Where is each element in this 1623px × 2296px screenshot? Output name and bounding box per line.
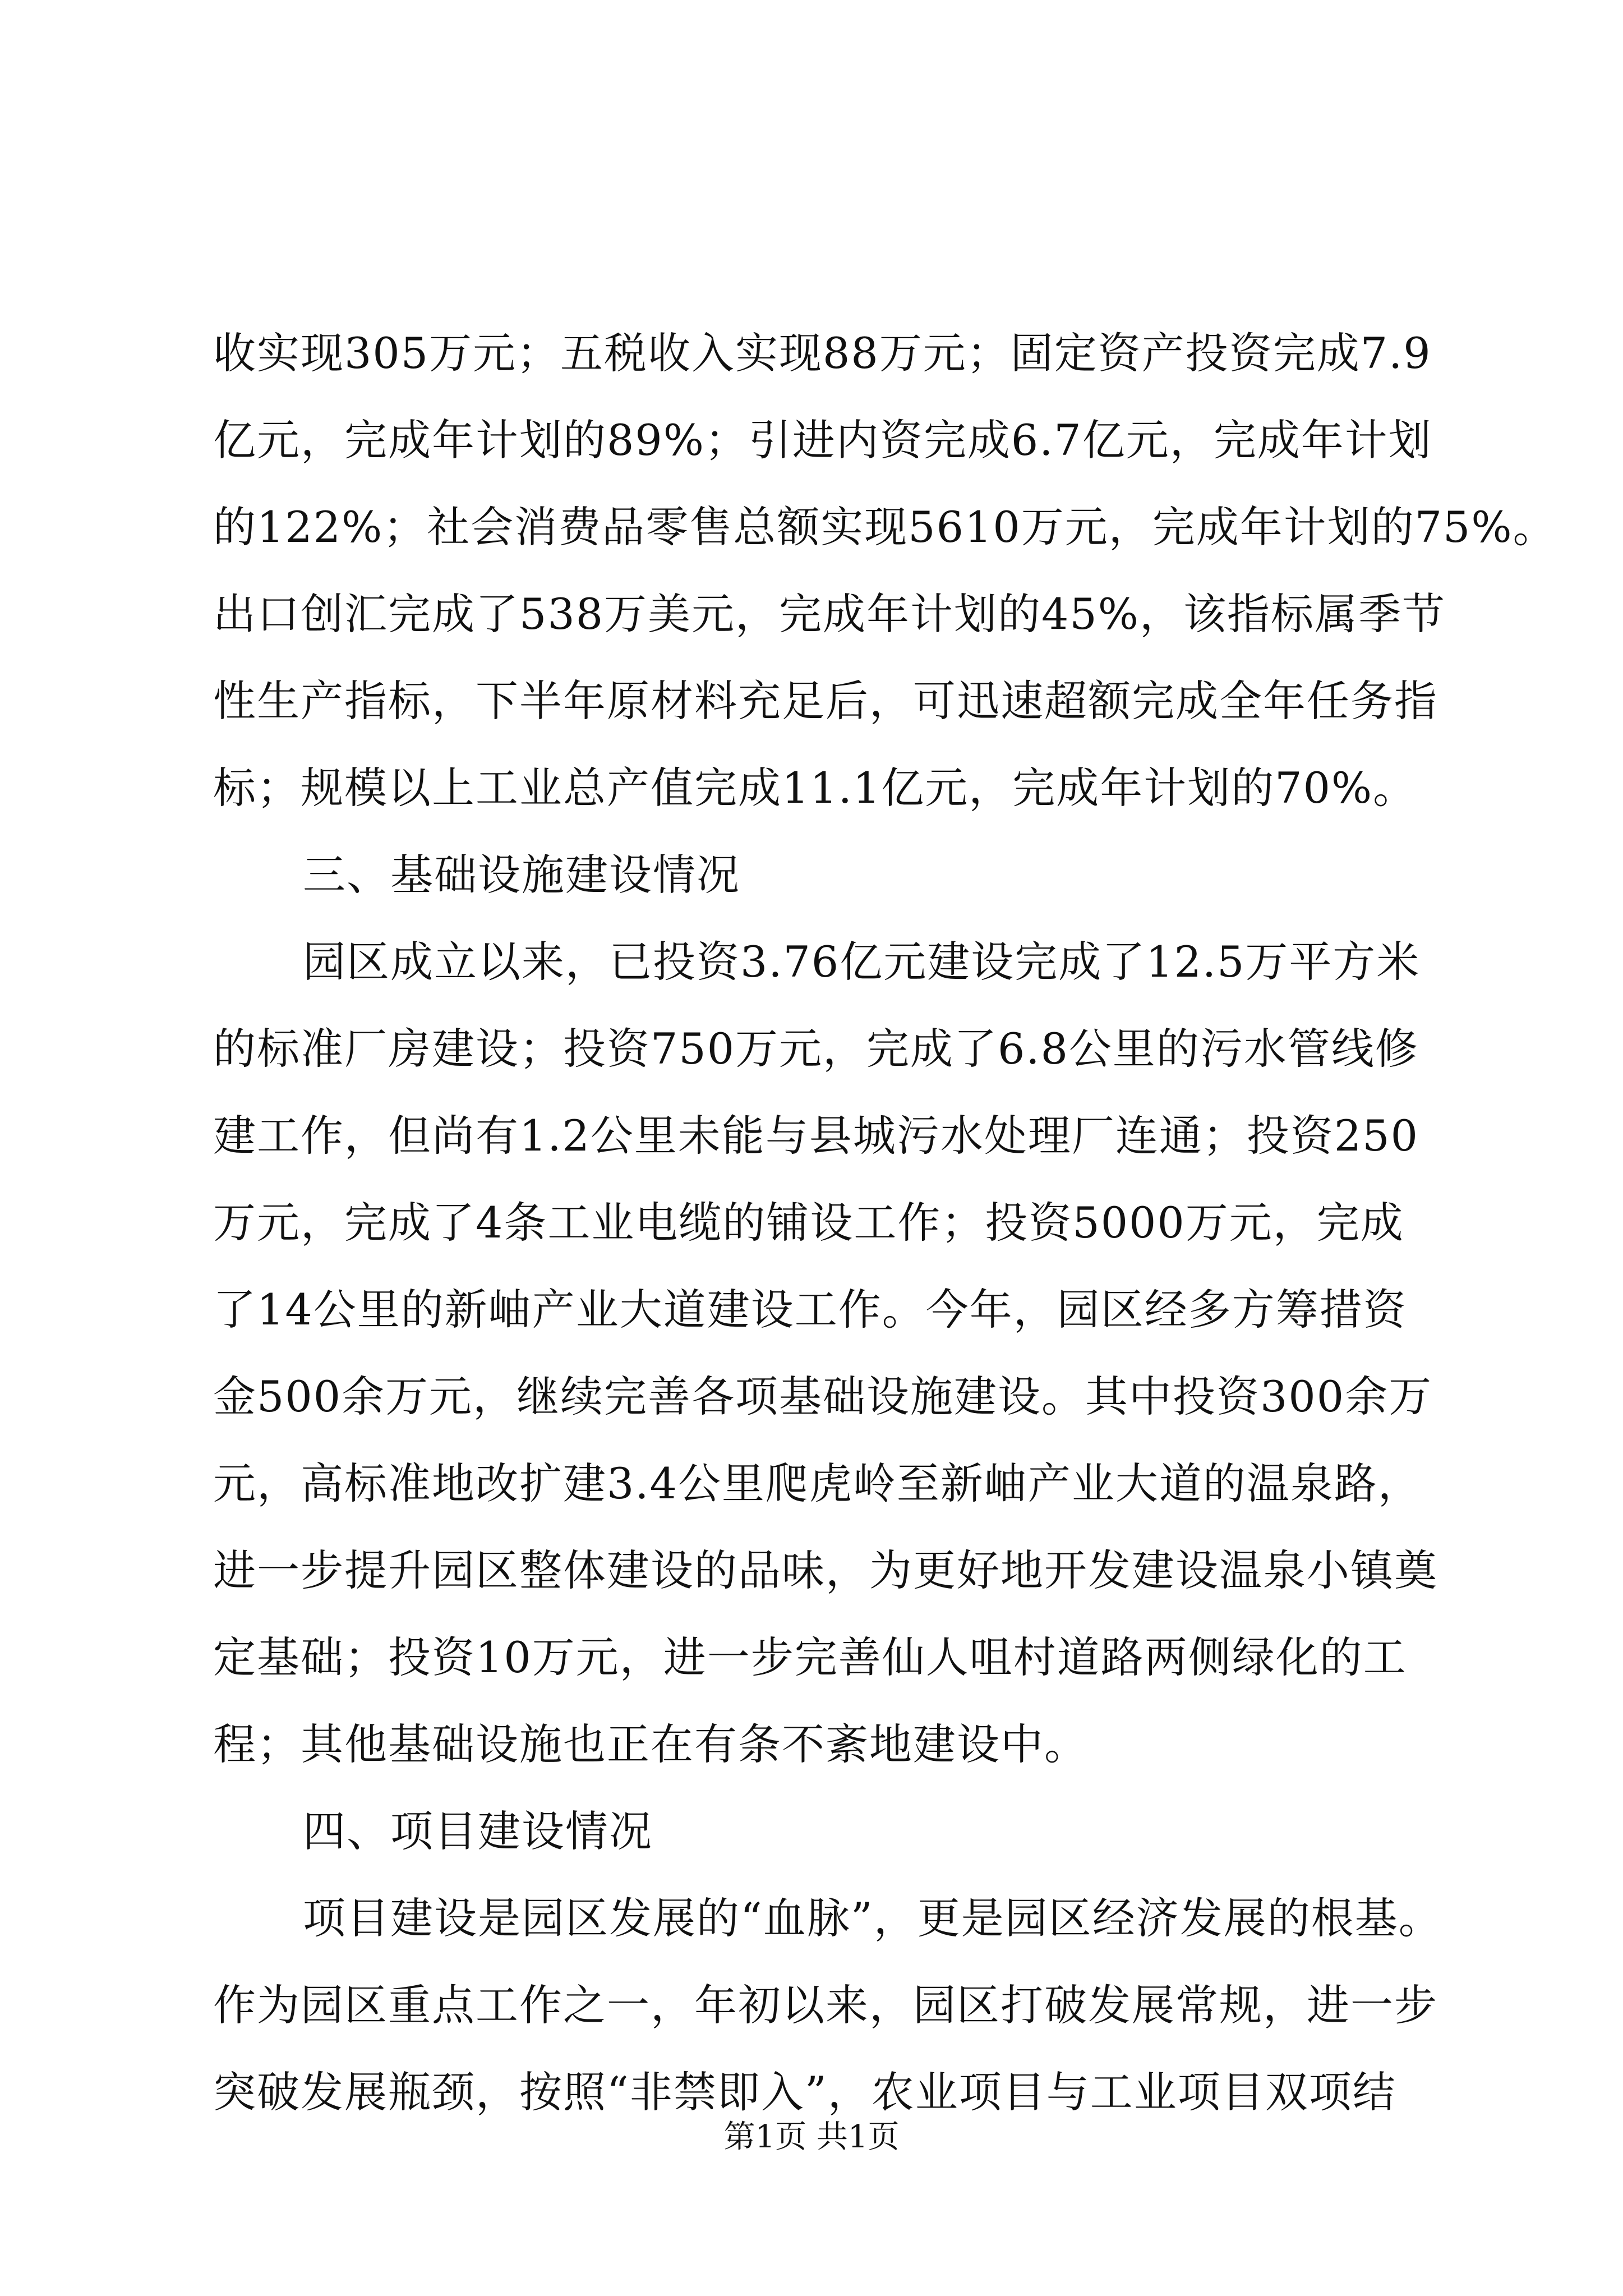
- text-line-2: 亿元，完成年计划的89%；引进内资完成6.7亿元，完成年计划: [213, 415, 1432, 465]
- section-heading-4: 四、项目建设情况: [303, 1806, 653, 1856]
- text-line-21: 突破发展瓶颈，按照“非禁即入”，农业项目与工业项目双项结: [213, 2067, 1396, 2117]
- text-line-17: 程；其他基础设施也正在有条不紊地建设中。: [213, 1719, 1088, 1769]
- text-line-4: 出口创汇完成了538万美元，完成年计划的45%，该指标属季节: [213, 589, 1446, 639]
- text-line-13: 金500余万元，继续完善各项基础设施建设。其中投资300余万: [213, 1372, 1433, 1421]
- text-line-14: 元，高标准地改扩建3.4公里爬虎岭至新岫产业大道的温泉路，: [213, 1458, 1422, 1508]
- text-line-9: 的标准厂房建设；投资750万元，完成了6.8公里的污水管线修: [213, 1024, 1419, 1074]
- text-line-19: 项目建设是园区发展的“血脉”，更是园区经济发展的根基。: [303, 1893, 1442, 1943]
- section-heading-3: 三、基础设施建设情况: [303, 850, 740, 900]
- text-line-5: 性生产指标，下半年原材料充足后，可迅速超额完成全年任务指: [213, 676, 1438, 726]
- text-line-11: 万元，完成了4条工业电缆的铺设工作；投资5000万元，完成: [213, 1198, 1404, 1248]
- text-line-6: 标；规模以上工业总产值完成11.1亿元，完成年计划的70%。: [213, 763, 1417, 813]
- text-line-8: 园区成立以来，已投资3.76亿元建设完成了12.5万平方米: [303, 937, 1421, 987]
- text-line-20: 作为园区重点工作之一，年初以来，园区打破发展常规，进一步: [213, 1980, 1438, 2030]
- text-line-16: 定基础；投资10万元，进一步完善仙人咀村道路两侧绿化的工: [213, 1632, 1407, 1682]
- page-footer: 第1页 共1页: [723, 2119, 900, 2155]
- text-line-1: 收实现305万元；五税收入实现88万元；固定资产投资完成7.9: [213, 328, 1432, 378]
- text-line-3: 的122%；社会消费品零售总额实现5610万元，完成年计划的75%。: [213, 502, 1557, 552]
- text-line-10: 建工作，但尚有1.2公里未能与县城污水处理厂连通；投资250: [213, 1111, 1419, 1161]
- text-line-15: 进一步提升园区整体建设的品味，为更好地开发建设温泉小镇奠: [213, 1545, 1438, 1595]
- text-line-12: 了14公里的新岫产业大道建设工作。今年，园区经多方筹措资: [213, 1285, 1407, 1335]
